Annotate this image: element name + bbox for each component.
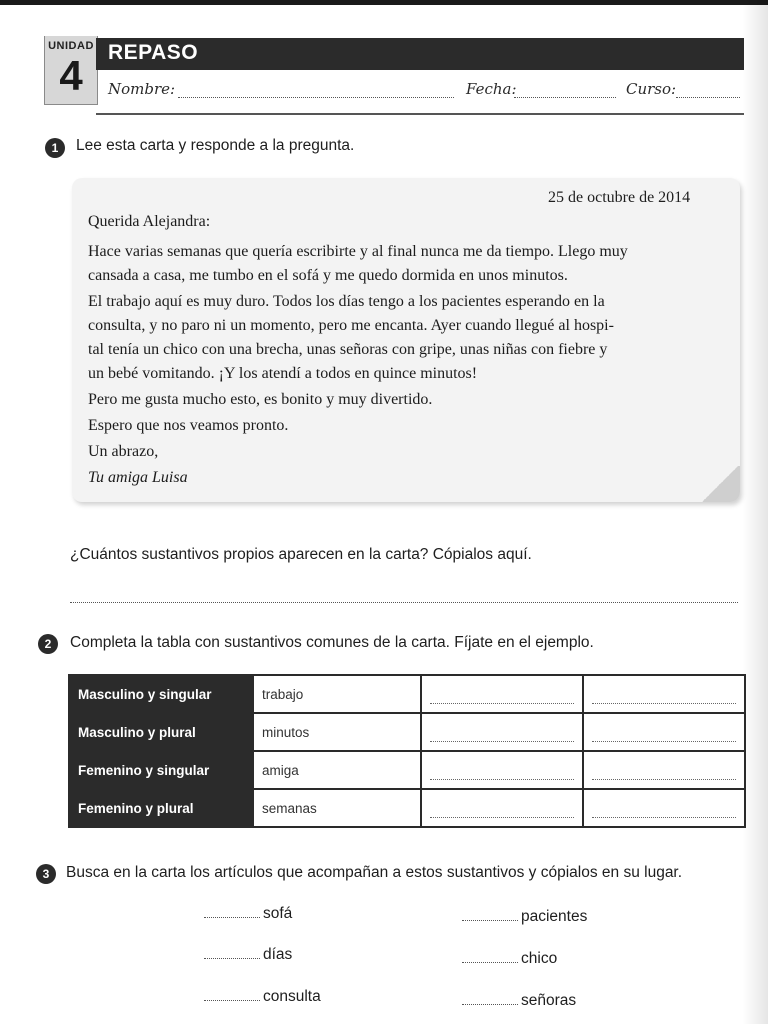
answer-cell[interactable] [421,789,583,827]
noun-label: sofá [263,905,293,922]
fill-item-left [204,905,292,923]
course-field[interactable] [676,97,740,98]
article-blank[interactable] [462,962,518,963]
table-row [69,751,745,789]
letter-line: Hace varias semanas que quería escribirte y al final nunca me da tiempo. Llego muy [88,243,628,260]
fill-item-left [204,988,321,1006]
noun-label: días [263,946,293,963]
answer-dots [430,779,574,780]
fill-item-right [462,908,587,926]
course-label: Curso: [626,80,677,98]
date-field[interactable] [514,97,616,98]
header-bar [96,38,744,70]
letter-closing: Un abrazo, [88,443,159,460]
row-header: Masculino y singular [69,675,253,713]
answer-dots [592,817,736,818]
letter-greeting: Querida Alejandra: [88,213,211,230]
answer-cell[interactable] [421,713,583,751]
letter-line: consulta, y no paro ni un momento, pero me encanta. Ayer cuando llegué al hospi- [88,317,614,334]
exercise-1-question: ¿Cuántos sustantivos propios aparecen en la carta? Cópialos aquí. [70,546,532,563]
example-cell: trabajo [253,675,421,713]
fill-item-right [462,992,576,1010]
example-cell: minutos [253,713,421,751]
example-cell: semanas [253,789,421,827]
answer-dots [592,779,736,780]
exercise-3-badge: 3 [36,864,56,884]
answer-dots [592,741,736,742]
answer-cell[interactable] [421,751,583,789]
exercise-3-prompt: Busca en la carta los artículos que acompañan a estos sustantivos y cópialos en su lugar. [66,864,683,881]
answer-cell[interactable] [583,675,745,713]
answer-cell[interactable] [421,675,583,713]
name-label: Nombre: [108,80,176,98]
page-title: REPASO [108,41,199,64]
noun-label: pacientes [521,908,588,925]
exercise-1-badge: 1 [45,138,65,158]
letter-line: Espero que nos veamos pronto. [88,417,289,434]
letter-line: un bebé vomitando. ¡Y los atendí a todos en quince minutos! [88,365,478,382]
answer-dots [430,703,574,704]
article-blank[interactable] [204,1000,260,1001]
table-row [69,789,745,827]
answer-cell[interactable] [583,751,745,789]
unit-label: UNIDAD [48,40,94,52]
noun-label: chico [521,950,558,967]
noun-label: consulta [263,988,321,1005]
letter-line: El trabajo aquí es muy duro. Todos los días tengo a los pacientes esperando en la [88,293,605,310]
answer-dots [430,741,574,742]
row-header: Masculino y plural [69,713,253,751]
fill-item-right [462,950,557,968]
row-header: Femenino y singular [69,751,253,789]
article-blank[interactable] [462,1004,518,1005]
exercise-2-prompt: Completa la tabla con sustantivos comunes de la carta. Fíjate en el ejemplo. [70,634,594,651]
page-binding-shadow [742,0,768,1024]
letter-line: cansada a casa, me tumbo en el sofá y me quedo dormida en unos minutos. [88,267,568,284]
letter-page-curl [700,466,740,502]
page-top-edge [0,0,768,5]
answer-dots [430,817,574,818]
row-header: Femenino y plural [69,789,253,827]
article-blank[interactable] [204,917,260,918]
exercise-1-answer-line[interactable] [70,602,738,603]
fill-item-left [204,946,292,964]
date-label: Fecha: [466,80,517,98]
letter-line: tal tenía un chico con una brecha, unas señoras con gripe, unas niñas con fiebre y [88,341,608,358]
unit-number: 4 [59,52,83,99]
noun-table [68,674,746,828]
table-row [69,713,745,751]
answer-cell[interactable] [583,713,745,751]
name-field[interactable] [178,97,454,98]
letter-signature: Tu amiga Luisa [88,469,188,486]
exercise-2-badge: 2 [38,634,58,654]
header-rule [96,113,744,115]
noun-label: señoras [521,992,577,1009]
letter-line: Pero me gusta mucho esto, es bonito y muy divertido. [88,391,433,408]
article-blank[interactable] [462,920,518,921]
exercise-1-prompt: Lee esta carta y responde a la pregunta. [76,137,355,154]
answer-dots [592,703,736,704]
unit-tab [44,36,98,105]
table-row [69,675,745,713]
letter-date: 25 de octubre de 2014 [548,189,691,206]
article-blank[interactable] [204,958,260,959]
example-cell: amiga [253,751,421,789]
answer-cell[interactable] [583,789,745,827]
